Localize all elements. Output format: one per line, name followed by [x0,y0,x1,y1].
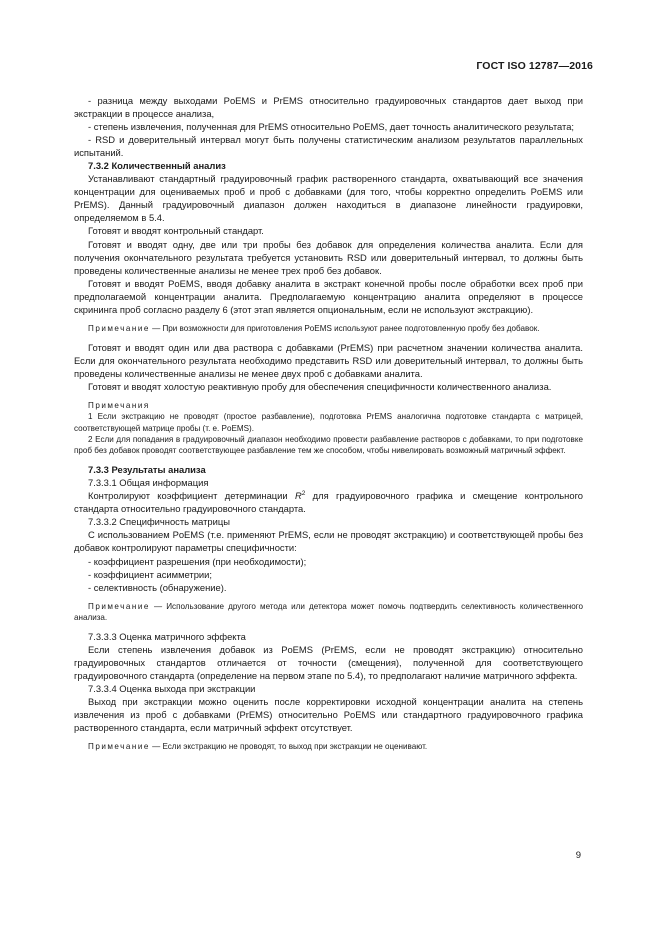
bullet-rsd: - RSD и доверительный интервал могут быть получены статистическим анализом результатов параллельных испытаний. [74,134,583,159]
paragraph-unspiked-samples: Готовят и вводят одну, две или три пробы без добавок для определения количества аналита. Если для получения окончательного результата требуется установить RSD или доверительный интервал, то должны быть проведены количественные анализы не менее трех проб без добавок. [74,238,583,276]
page-content [74,94,583,753]
note-label: Примечание [88,601,150,611]
subsection-heading-7-3-3-2: 7.3.3.2 Специфичность матрицы [88,516,230,528]
paragraph-extraction-yield: Выход при экстракции можно оценить после корректировки исходной концентрации аналита на степень извлечения из проб с добавками (PrEMS) относительно PoEMS или стандартного градуировочного графика растворенного стандарта, если матричный эффект отсутствует. [74,696,583,734]
paragraph-calibration: Устанавливают стандартный градуировочный график растворенного стандарта, охватывающий все значения концентрации для оцениваемых проб и проб с добавками (для того, чтобы корректно определить PoEMS или PrEMS). Данный градуировочный диапазон должен находиться в диапазоне линейности градуировки, определяемом в 5.4. [74,173,583,224]
list-item-selectivity: - селективность (обнаружение). [88,581,227,593]
page-number: 9 [575,850,581,861]
paragraph-matrix-effect: Если степень извлечения добавок из PoEMS (PrEMS, если не проводят экстракцию) относительно градуировочных стандартов отличается от точности (смещения), полученной для соответствующего градуировочного стандарта (определение на первом этапе по 5.4), то предполагают наличие матричного эффекта. [74,644,583,682]
list-item-asymmetry: - коэффициент асимметрии; [88,568,213,580]
subsection-heading-7-3-3-1: 7.3.3.1 Общая информация [88,477,209,489]
note-selectivity [74,601,583,623]
note-text: — Использование другого метода или детектора может помочь подтвердить селективность количественного анализа. [74,601,583,622]
note-extraction [74,741,583,752]
subsection-heading-7-3-3-4: 7.3.3.4 Оценка выхода при экстракции [88,683,256,695]
note-text: — При возможности для приготовления PoEMS используют ранее подготовленную пробу без добавок. [152,323,540,333]
note-text: — Если экстракцию не проводят, то выход при экстракции не оценивают. [152,742,428,752]
note-label: Примечание [88,742,150,752]
note-item-2: 2 Если для попадания в градуировочный диапазон необходимо провести разбавление растворов с добавками, то при подготовке проб без добавок проводят соответствующее разбавление тем же способом, чтобы нивелировать возможный матричный эффект. [74,434,583,455]
note-poems [74,323,583,334]
paragraph-prems: Готовят и вводят один или два раствора с добавками (PrEMS) при расчетном значении количества аналита. Если для окончательного результата необходимо представить RSD или доверительный интервал, то должны быть проведены количественные анализы не менее двух проб с добавками аналита. [74,342,583,380]
note-item-1: 1 Если экстракцию не проводят (простое разбавление), подготовка PrEMS аналогична подготовке стандарта с матрицей, соответствующей матрице пробы (т. е. PoEMS). [74,412,583,433]
subsection-heading-7-3-3-3: 7.3.3.3 Оценка матричного эффекта [88,631,246,643]
paragraph-determination-start: Контролируют коэффициент детерминации [88,490,288,502]
paragraph-control-standard: Готовят и вводят контрольный стандарт. [88,225,264,237]
paragraph-determination [74,489,583,515]
section-heading-7-3-3: 7.3.3 Результаты анализа [88,464,206,476]
paragraph-poems: Готовят и вводят PoEMS, вводя добавку аналита в экстракт конечной пробы после обработки всех проб при предполагаемой концентрации аналита. Предполагаемую концентрацию аналита определяют в процессе скрининга проб согласно разделу 6 (этот этап является опциональным, если не используют экстракцию). [74,277,583,315]
bullet-extraction-yield: - разница между выходами PoEMS и PrEMS относительно градуировочных стандартов дает выход при экстракции в процессе анализа, [74,95,583,120]
notes-label: Примечания [88,401,150,411]
bullet-recovery: - степень извлечения, полученная для PrEMS относительно PoEMS, дает точность аналитического результата; [88,121,575,133]
list-item-resolution: - коэффициент разрешения (при необходимости); [88,555,307,567]
paragraph-specificity: С использованием PoEMS (т.е. применяют PrEMS, если не проводят экстракцию) и соответствующей пробы без добавок контролируют параметры специфичности: [74,529,583,554]
standard-header: ГОСТ ISO 12787—2016 [476,60,593,72]
section-heading-7-3-2: 7.3.2 Количественный анализ [88,160,226,172]
paragraph-determination-end: для градуировочного графика и смещение контрольного стандарта относительно градуировочного стандарта. [74,490,584,515]
paragraph-blank: Готовят и вводят холостую реактивную пробу для обеспечения специфичности количественного анализа. [88,381,552,393]
r-superscript: 2 [301,490,306,498]
note-label: Примечание [88,323,150,333]
r-symbol: R [294,490,302,502]
